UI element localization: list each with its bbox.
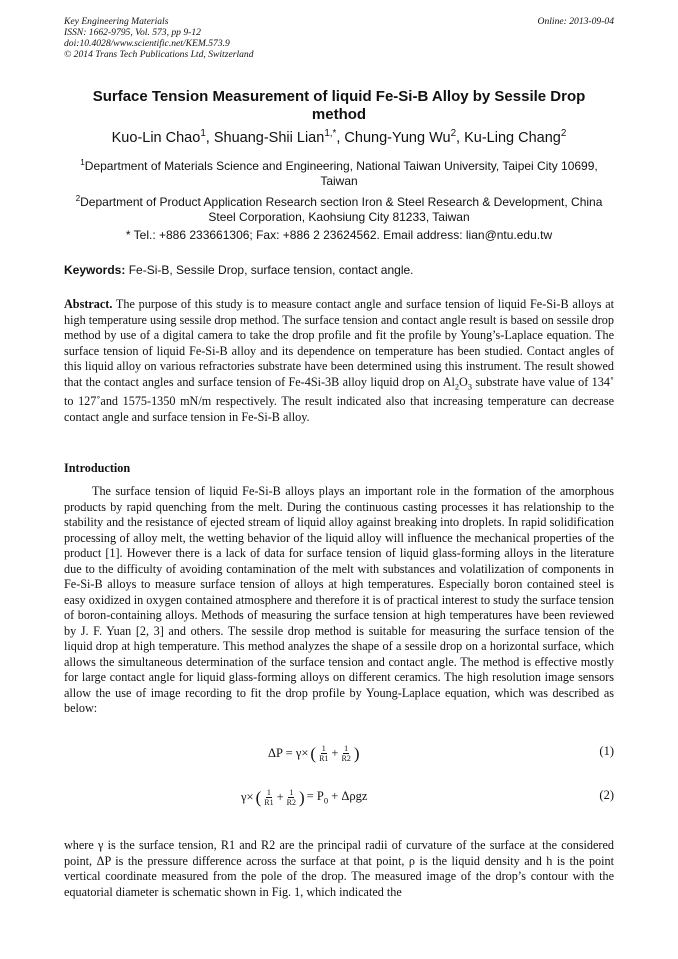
author: Shuang-Shii Lian$^{1,*}$, bbox=[213, 128, 345, 146]
doi: doi:10.4028/www.scientific.net/KEM.573.9 bbox=[64, 38, 230, 49]
abstract-label: Abstract. bbox=[64, 297, 113, 311]
author-list bbox=[64, 128, 614, 146]
author: Kuo-Lin Chao$^1$, bbox=[111, 128, 214, 146]
keywords bbox=[64, 263, 614, 277]
contact-info: * Tel.: +886 233661306; Fax: +886 2 23624562. Email address: lian@ntu.edu.tw bbox=[125, 228, 553, 242]
copyright: © 2014 Trans Tech Publications Ltd, Switzerland bbox=[64, 49, 254, 60]
author: Ku-Ling Chang$^2$ bbox=[464, 128, 567, 146]
online-date: Online: 2013-09-04 bbox=[537, 16, 614, 27]
keywords-label: Keywords: bbox=[64, 263, 126, 277]
section-heading-introduction: Introduction bbox=[64, 461, 131, 475]
introduction-paragraph: The surface tension of liquid Fe-Si-B alloys plays an important role in the formation of the amorphous products by rapid quenching from the melt. During the continuous casting processes it has relationship to the stability and the resistance of ejected stream of liquid alloy against breaking into droplets. In rapid solidification processing of alloy melt, the wetting behavior of the liquid alloy will influence the mechanical properties of the product [1]. However there is a lack of data for surface tension of liquid glass-forming alloys in the literature due to the difficulty of avoiding contamination of the melt with substances and volatilization of components in Fe-Si-B alloys to measure surface tension of alloys at high temperatures. Especially boron contained steel is easy oxidized in oxygen contained atmosphere and therefore it is of practical interest to study the surface tension of boron-containing alloys. Methods of measuring the surface tension at high temperatures have been reviewed by J. F. Yuan [2, 3] and others. The sessile drop method is suitable for measuring the surface tension of the liquid drop at high temperature. This method analyzes the shape of a sessile drop on a horizontal surface, which allows the simultaneous determination of the surface tension and contact angle. The method is effective mostly for large contact angle for liquid glass-forming alloys on different ceramics. The high resolution image sensors allow the use of image recording to fit the drop profile by Young-Laplace equation, which was described as below: bbox=[64, 484, 614, 715]
keywords-text: Fe-Si-B, Sessile Drop, surface tension, contact angle. bbox=[128, 263, 414, 277]
equation-explanation-paragraph: where γ is the surface tension, R1 and R2 are the principal radii of curvature of the surface at the considered point, ΔP is the pressure difference across the surface at that point, ρ is the liquid density and h is the point vertical coordinate measured from the pole of the drop. The measured image of the drop’s contour with the equatorial diameter is schematic shown in Fig. 1, which indicated the bbox=[64, 838, 614, 899]
journal-meta bbox=[64, 16, 254, 60]
journal-name: Key Engineering Materials bbox=[64, 16, 169, 27]
issn: ISSN: 1662-9795, Vol. 573, pp 9-12 bbox=[64, 27, 201, 38]
author: Chung-Yung Wu$^2$, bbox=[344, 128, 465, 146]
equation-number-1: (1) bbox=[599, 744, 614, 758]
affiliation-1: $^1$Department of Materials Science and Engineering, National Taiwan University, Taipei City 10699, Taiwan bbox=[80, 158, 598, 188]
abstract: Abstract. The purpose of this study is to measure contact angle and surface tension of liquid Fe-Si-B alloys at high temperature using sessile drop method. The surface tension and contact angle result is based on sessile drop method by use of a digital camera to take the drop profile and fit the profile by Young’s-Laplace equation. The surface tension of liquid Fe-Si-B alloy and its dependence on temperature has been studied. Contact angles of this liquid alloy on various refractories substrate have been determined using this instrument. The result showed that the contact angles and surface tension of Fe-4Si-3B alloy liquid drop on $Al_2O_3$ substrate have value of 134˚ to 127˚and 1575-1350 mN/m respectively. The result indicated also that increasing temperature can decrease contact angle and surface tension in Fe-Si-B alloy. bbox=[64, 297, 614, 424]
equation-number-2: (2) bbox=[599, 788, 614, 802]
paper-title: Surface Tension Measurement of liquid Fe-Si-B Alloy by Sessile Drop method bbox=[92, 88, 586, 123]
affiliation-2: $^2$Department of Product Application Research section Iron & Steel Research & Development, China Steel Corporation, Kaohsiung City 81233, Taiwan bbox=[75, 194, 603, 224]
